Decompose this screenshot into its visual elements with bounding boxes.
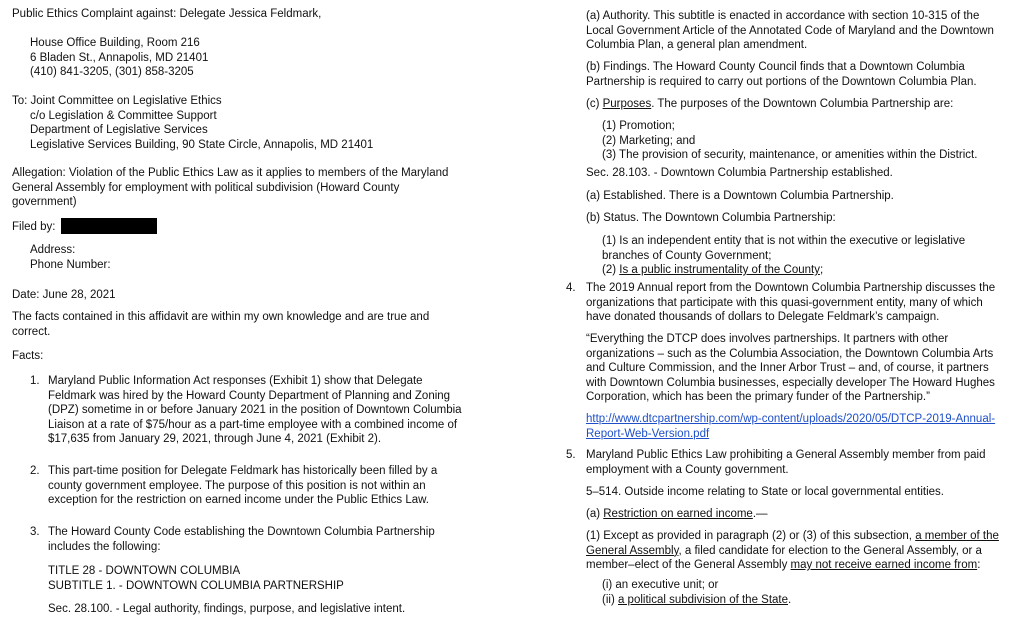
paragraph-line: [586, 558, 999, 573]
allegation-block: [12, 166, 448, 210]
redaction-bar: [61, 218, 157, 234]
fact-line: organizations that participate with this quasi-government entity, many of which: [586, 296, 983, 309]
text-run: , a filed candidate for election to the General Assembly, or a: [678, 544, 982, 557]
list-item: [602, 263, 965, 278]
fact-line: includes the following:: [48, 540, 161, 553]
fact-line: The 2019 Annual report from the Downtown Columbia Partnership discusses the: [586, 282, 996, 294]
fact-line: The Howard County Code establishing the Downtown Columbia Partnership: [48, 526, 435, 538]
quote-line: Corporation, which has been the primary funder of the Partnership.”: [586, 391, 930, 403]
text-run: :: [977, 559, 981, 571]
delegate-address: [30, 36, 208, 80]
code-title-line: SUBTITLE 1. - DOWNTOWN COLUMBIA PARTNERSHIP: [48, 579, 344, 592]
report-link-line[interactable]: http://www.dtcpartnership.com/wp-content/uploads/2020/05/DTCP-2019-Annual-: [586, 413, 996, 425]
list-item: branches of County Government;: [602, 249, 772, 262]
date-line: Date: June 28, 2021: [12, 289, 116, 301]
purposes-list: [602, 119, 977, 163]
established-paragraph: (a) Established. There is a Downtown Columbia Partnership.: [586, 190, 894, 202]
underlined-phrase: may not receive earned income from: [790, 559, 978, 571]
paragraph-line: (b) Findings. The Howard County Council finds that a Downtown Columbia: [586, 61, 965, 73]
underlined-phrase: General Assembly: [586, 544, 679, 557]
fact-number: 2.: [30, 465, 40, 477]
fact-line: Feldmark was hired by the Howard County Department of Planning and Zoning: [48, 389, 451, 402]
section-heading: Sec. 28.100. - Legal authority, findings, purpose, and legislative intent.: [48, 603, 406, 615]
list-suffix: ;: [819, 264, 824, 276]
fact-line: employment with a County government.: [586, 463, 789, 476]
facts-intro-line: correct.: [12, 325, 51, 338]
authority-paragraph: [586, 9, 994, 53]
fact-line: county government employee. The purpose of this position is not within an: [48, 479, 426, 492]
quote-line: “Everything the DTCP does involves partnerships. It partners with other: [586, 333, 949, 345]
quote-line: organizations – such as the Columbia Association, the Downtown Columbia Arts: [586, 347, 994, 360]
restriction-suffix: .—: [752, 508, 768, 520]
fact-number: 3.: [30, 526, 40, 538]
filed-by-row: [12, 218, 157, 235]
status-paragraph: (b) Status. The Downtown Columbia Partnership:: [586, 212, 836, 224]
fact-line: This part-time position for Delegate Feldmark has historically been filled by a: [48, 465, 438, 477]
text-run: (1) Except as provided in paragraph (2) or (3) of this subsection,: [586, 530, 916, 542]
address-line: (410) 841-3205, (301) 858-3205: [30, 66, 194, 78]
fact-number: 1.: [30, 375, 40, 387]
code-title: [48, 564, 344, 593]
report-link-line[interactable]: Report-Web-Version.pdf: [586, 427, 710, 440]
address-line: 6 Bladen St., Annapolis, MD 21401: [30, 51, 209, 64]
list-prefix: (ii): [602, 593, 618, 606]
underlined-phrase: a political subdivision of the State: [617, 593, 789, 606]
recipient-line: c/o Legislation & Committee Support: [30, 109, 217, 122]
fact-line: $17,635 from January 29, 2021, through June 4, 2021 (Exhibit 2).: [48, 433, 382, 445]
address-line: House Office Building, Room 216: [30, 37, 200, 49]
report-link[interactable]: [586, 412, 995, 441]
fact-number: 4.: [566, 282, 576, 294]
purposes-rest: . The purposes of the Downtown Columbia Partnership are:: [651, 98, 954, 110]
paragraph-1: [586, 529, 999, 573]
quote-line: and Culture Commission, and the Inner Arbor Trust – and, of course, it partners: [586, 362, 989, 374]
restriction-heading: [586, 507, 768, 522]
list-item: (3) The provision of security, maintenance, or amenities within the District.: [602, 149, 978, 161]
paragraph-line: Local Government Article of the Annotated Code of Maryland and the Downtown: [586, 24, 994, 37]
recipient-line: To: Joint Committee on Legislative Ethics: [12, 95, 222, 107]
fact-number: 5.: [566, 449, 576, 461]
paragraph-line: Columbia Plan, a general plan amendment.: [586, 39, 808, 51]
list-suffix: .: [788, 593, 792, 606]
subparagraph-list: [602, 578, 791, 607]
text-run: member–elect of the General Assembly: [586, 559, 791, 571]
recipient-line: Legislative Services Building, 90 State Circle, Annapolis, MD 21401: [30, 138, 374, 151]
allegation-line: government): [12, 196, 77, 208]
list-item: (1) Is an independent entity that is not within the executive or legislative: [602, 235, 966, 247]
quote-line: with Downtown Columbia businesses, especially developer The Howard Hughes: [586, 376, 995, 389]
underlined-phrase: Restriction on earned income: [603, 508, 753, 520]
section-heading: 5–514. Outside income relating to State or local governmental entities.: [586, 486, 944, 498]
underlined-phrase: a member of the: [915, 530, 999, 542]
paragraph-line: Partnership is required to carry out portions of the Downtown Columbia Plan.: [586, 75, 977, 88]
filer-phone-label: Phone Number:: [30, 258, 111, 271]
list-item: (i) an executive unit; or: [602, 579, 719, 591]
purposes-word: Purposes: [602, 98, 652, 110]
code-title-line: TITLE 28 - DOWNTOWN COLUMBIA: [48, 565, 241, 577]
findings-paragraph: [586, 60, 977, 89]
fact-line: have donated thousands of dollars to Delegate Feldmark’s campaign.: [586, 311, 940, 323]
paragraph-line: [586, 529, 999, 544]
paragraph-line: [586, 544, 999, 559]
filer-details: [30, 243, 111, 272]
recipient-line: Department of Legislative Services: [30, 124, 208, 136]
purposes-paragraph: [586, 97, 953, 112]
facts-intro: [12, 310, 429, 339]
facts-intro-line: The facts contained in this affidavit are within my own knowledge and are true and: [12, 311, 430, 323]
facts-label: Facts:: [12, 350, 44, 362]
underlined-phrase: Is a public instrumentality of the County: [619, 264, 820, 276]
allegation-line: Allegation: Violation of the Public Ethics Law as it applies to members of the Maryland: [12, 167, 449, 179]
fact-line: Maryland Public Information Act responses (Exhibit 1) show that Delegate: [48, 375, 423, 387]
fact-line: exception for the restriction on earned income under the Public Ethics Law.: [48, 494, 429, 506]
paragraph-line: (a) Authority. This subtitle is enacted in accordance with section 10-315 of the: [586, 10, 980, 22]
list-item: (2) Marketing; and: [602, 134, 696, 147]
status-list: [602, 234, 965, 278]
report-quote: [586, 332, 995, 405]
list-item: [602, 593, 791, 608]
list-item: (1) Promotion;: [602, 120, 675, 132]
section-heading: Sec. 28.103. - Downtown Columbia Partnership established.: [586, 167, 893, 179]
fact-line: (DPZ) sometime in or before January 2021 in the position of Downtown Columbia: [48, 404, 462, 416]
filed-by-label: Filed by:: [12, 221, 56, 233]
fact-line: Liaison at a rate of $75/hour as a part-time employee with a combined income of: [48, 418, 458, 431]
filer-address-label: Address:: [30, 244, 76, 256]
allegation-line: General Assembly for employment with political subdivision (Howard County: [12, 181, 400, 194]
restriction-prefix: (a): [586, 508, 604, 520]
list-prefix: (2): [602, 264, 620, 276]
purposes-prefix: (c): [586, 98, 603, 110]
fact-line: Maryland Public Ethics Law prohibiting a General Assembly member from paid: [586, 449, 986, 461]
recipient-block: [12, 94, 373, 152]
complaint-title: Public Ethics Complaint against: Delegate Jessica Feldmark,: [12, 8, 322, 20]
